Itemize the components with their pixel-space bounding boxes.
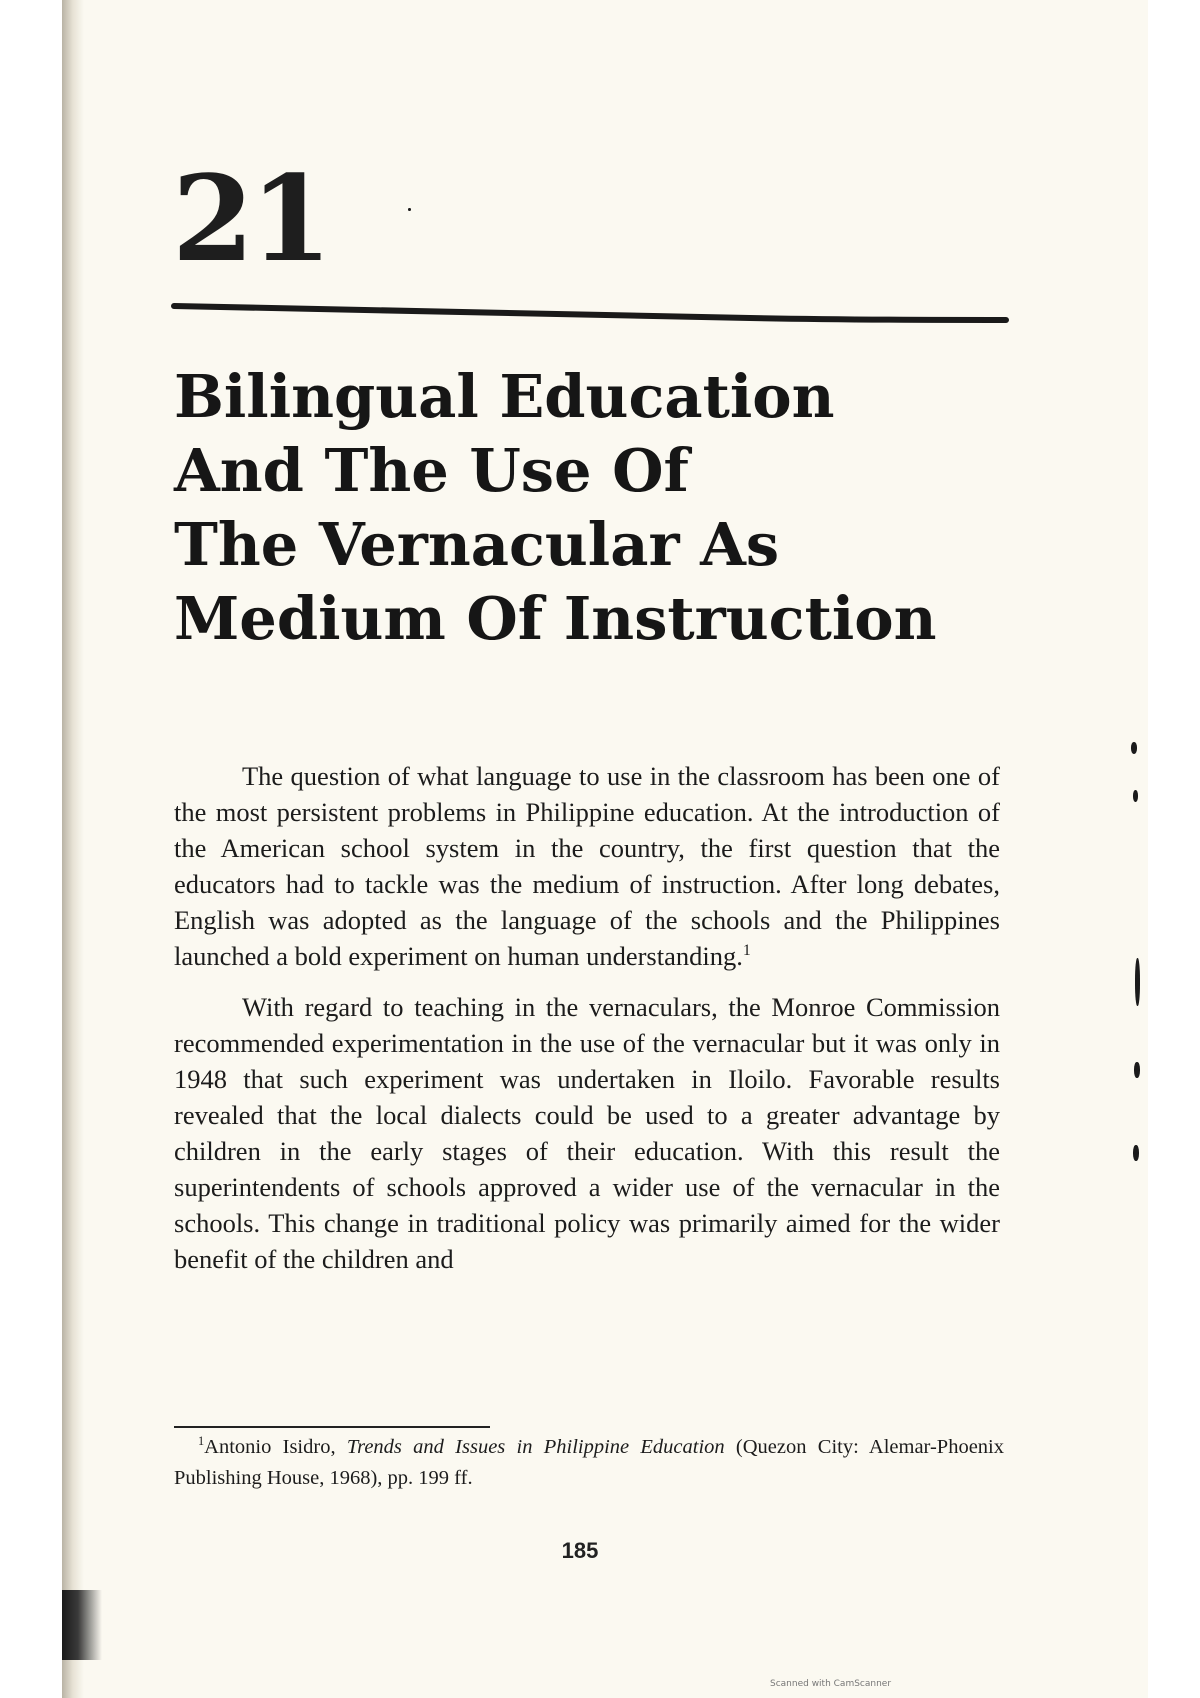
footnote-author: Antonio Isidro, <box>204 1436 347 1458</box>
body-paragraph <box>174 758 1000 974</box>
footnote <box>174 1432 1004 1494</box>
chapter-number: 21 <box>172 149 329 288</box>
page-corner-shadow <box>62 1590 102 1660</box>
chapter-title <box>174 360 1034 656</box>
footnote-publication: (Quezon City: Alemar-Phoenix Publishing House, 1968), pp. 199 ff. <box>174 1436 1004 1489</box>
body-paragraph <box>174 989 1000 1277</box>
scan-speck <box>1134 1062 1140 1078</box>
scanner-watermark: Scanned with CamScanner <box>770 1679 892 1689</box>
footnote-book-title: Trends and Issues in Philippine Education <box>346 1436 725 1458</box>
paragraph-text: With regard to teaching in the vernaculars, the Monroe Commission recommended experimentation in the use of the vernacular but it was only in 1948 that such experiment was undertaken in Iloilo. Favorable results revealed that the local dialects could be used to a greater advantage by children in the early stages of their education. With this result the superintendents of schools approved a wider use of the vernacular in the schools. This change in traditional policy was primarily aimed for the wider benefit of the children and <box>174 992 1000 1274</box>
scan-speck <box>1135 958 1140 1006</box>
footnote-marker: 1 <box>198 1434 205 1449</box>
chapter-title-line: Medium Of Instruction <box>174 584 937 653</box>
body-text <box>174 758 1000 1277</box>
chapter-rule <box>0 0 1200 360</box>
chapter-title-line: The Vernacular As <box>174 510 780 579</box>
scan-speck <box>1133 1145 1139 1161</box>
footnote-rule <box>174 1426 490 1428</box>
page-number: 185 <box>561 1538 599 1563</box>
footnote-reference: 1 <box>742 942 751 960</box>
paragraph-text: The question of what language to use in the classroom has been one of the most persistent problems in Philippine education. At the introduction of the American school system in the country, the first question that the educators had to tackle was the medium of instruction. After long debates, English was adopted as the language of the schools and the Philippines launched a bold experiment on human understanding. <box>174 761 1000 971</box>
chapter-title-line: Bilingual Education <box>174 362 835 431</box>
scan-speck <box>408 208 411 211</box>
scan-speck <box>1133 790 1138 802</box>
scan-speck <box>1131 742 1137 754</box>
chapter-title-line: And The Use Of <box>174 436 689 505</box>
